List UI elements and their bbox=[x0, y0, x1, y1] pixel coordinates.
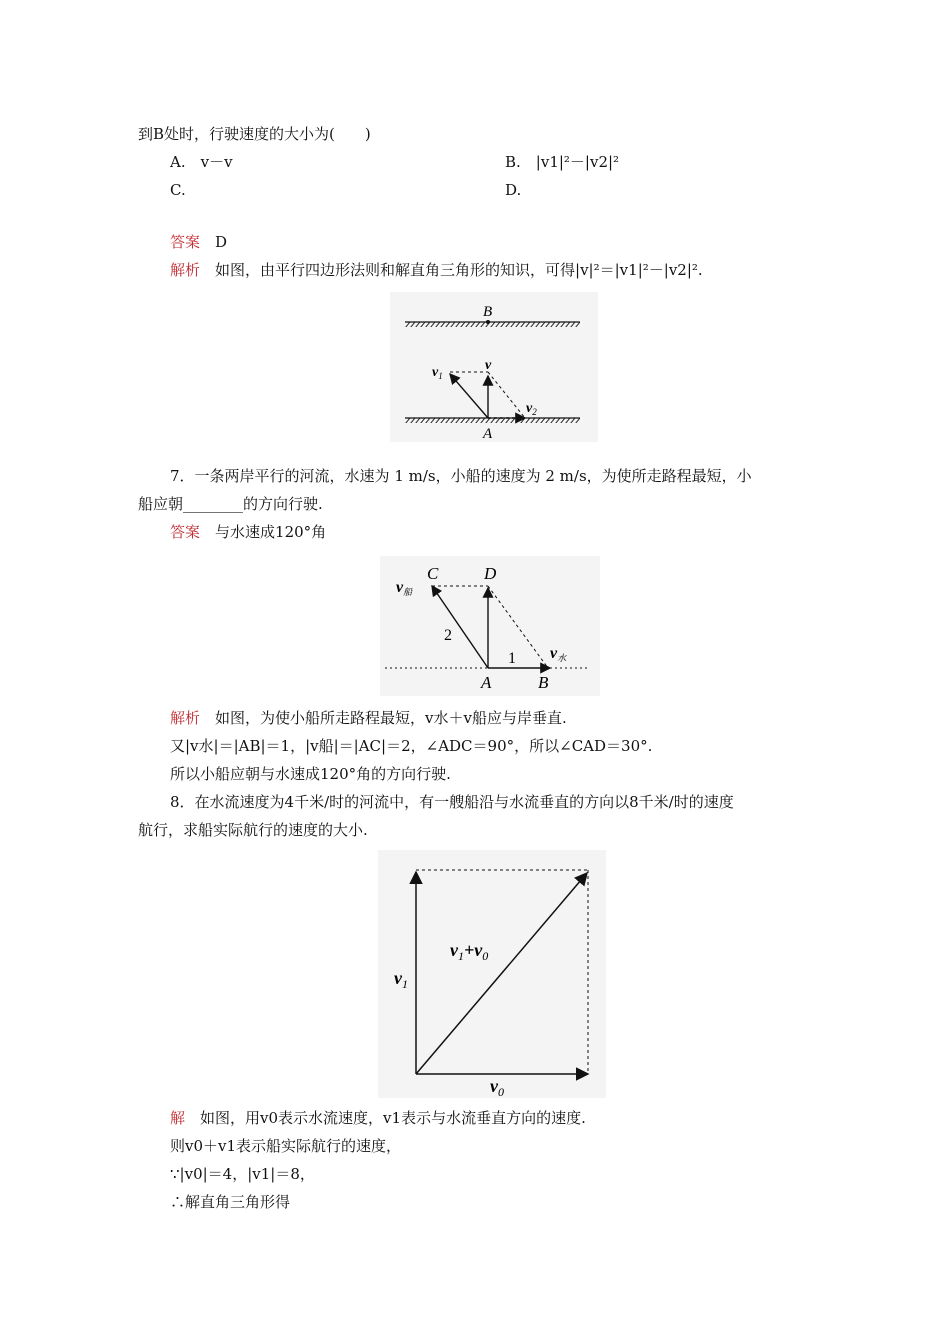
label-len-ab: 1 bbox=[508, 650, 516, 667]
analysis-label: 解析 bbox=[170, 709, 201, 727]
bottom-bank-hatch bbox=[405, 418, 580, 423]
label-len-ac: 2 bbox=[444, 627, 452, 644]
q6-figure bbox=[390, 292, 598, 442]
q8-solution-line1 bbox=[170, 1108, 586, 1128]
label-d: D bbox=[484, 564, 497, 583]
q6-stem: 到B处时，行驶速度的大小为( ) bbox=[138, 125, 371, 143]
vector-v1 bbox=[450, 374, 488, 418]
q8-figure bbox=[378, 850, 606, 1098]
q7-answer bbox=[170, 522, 326, 542]
q6-option-c: C. bbox=[170, 181, 186, 199]
analysis-text: 如图，由平行四边形法则和解直角三角形的知识，可得|v|²＝|v1|²－|v2|². bbox=[215, 261, 703, 279]
label-v0: $v_0$ bbox=[490, 1076, 504, 1098]
dashed-db bbox=[488, 586, 548, 668]
q8-solution-line2: 则v0＋v1表示船实际航行的速度， bbox=[170, 1137, 402, 1155]
q7-analysis-line3: 所以小船应朝与水速成120°角的方向行驶. bbox=[170, 765, 451, 783]
q7-stem-line1: 7．一条两岸平行的河流，水速为 1 m/s，小船的速度为 2 m/s，为使所走路程最短，小 bbox=[170, 467, 752, 485]
q8-solution-line4: ∴解直角三角形得 bbox=[170, 1193, 291, 1211]
q6-option-d: D. bbox=[505, 181, 522, 199]
q7-analysis-line1 bbox=[170, 708, 567, 728]
label-v: v bbox=[485, 358, 492, 373]
label-v-water: v水 bbox=[550, 645, 567, 663]
q7-figure bbox=[380, 556, 600, 696]
top-bank-hatch bbox=[405, 322, 580, 327]
q8-stem-line1: 8．在水流速度为4千米/时的河流中，有一艘船沿与水流垂直的方向以8千米/时的速度 bbox=[170, 793, 734, 811]
q6-answer bbox=[170, 232, 227, 252]
label-sum: $v_1+v_0$ bbox=[450, 940, 489, 963]
answer-label: 答案 bbox=[170, 523, 201, 541]
label-b: B bbox=[483, 304, 493, 320]
solution-text: 如图，用v0表示水流速度，v1表示与水流垂直方向的速度. bbox=[200, 1109, 586, 1127]
analysis-text: 如图，为使小船所走路程最短，v水＋v船应与岸垂直. bbox=[215, 709, 567, 727]
vector-boat bbox=[432, 586, 488, 668]
analysis-label: 解析 bbox=[170, 261, 201, 279]
q7-stem-line2: 船应朝________的方向行驶. bbox=[138, 495, 323, 513]
q6-analysis bbox=[170, 260, 703, 280]
solution-label: 解 bbox=[170, 1109, 186, 1127]
q6-option-b: B. |v1|²－|v2|² bbox=[505, 153, 620, 171]
answer-value: 与水速成120°角 bbox=[215, 523, 327, 541]
label-b: B bbox=[538, 673, 549, 692]
label-v2: $v_2$ bbox=[526, 401, 537, 417]
label-a: A bbox=[481, 673, 492, 692]
dashed-side bbox=[488, 372, 525, 418]
label-a: A bbox=[483, 426, 493, 442]
point-b bbox=[486, 320, 490, 324]
vector-sum bbox=[416, 873, 587, 1074]
label-v-boat: v船 bbox=[396, 579, 413, 597]
label-c: C bbox=[427, 564, 439, 583]
q6-option-a: A. v－v bbox=[170, 153, 233, 171]
answer-value: D bbox=[215, 233, 228, 251]
label-v1: $v_1$ bbox=[394, 968, 408, 991]
answer-label: 答案 bbox=[170, 233, 201, 251]
q8-solution-line3: ∵|v0|＝4，|v1|＝8， bbox=[170, 1165, 315, 1183]
q7-analysis-line2: 又|v水|＝|AB|＝1，|v船|＝|AC|＝2，∠ADC＝90°，所以∠CAD＝30°. bbox=[170, 737, 653, 755]
label-v1: $v_1$ bbox=[432, 365, 443, 381]
q8-stem-line2: 航行，求船实际航行的速度的大小. bbox=[138, 821, 368, 839]
